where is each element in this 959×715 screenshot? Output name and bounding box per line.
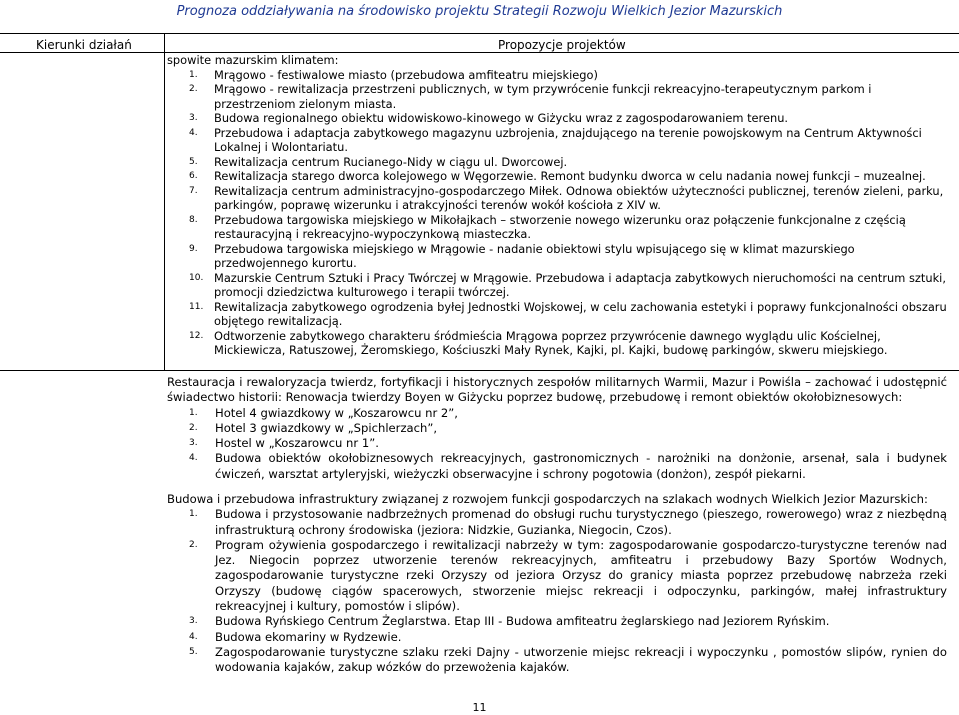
list-item [167, 329, 947, 358]
list-item-number: 2. [189, 84, 198, 94]
list-item [167, 436, 947, 451]
list-item-number: 4. [189, 453, 198, 464]
list-item-text: Rewitalizacja zabytkowego ogrodzenia byłej Jednostki Wojskowej, w celu zachowania estetyki i poprawy funkcjonalności obszaru objętego rewitalizacją. [214, 299, 947, 328]
list-item-text: Przebudowa targowiska miejskiego w Mrągowie - nadanie obiektowi stylu wpisującego się w klimat mazurskiego przedwojennego kurortu. [214, 241, 855, 270]
list-item-text: Rewitalizacja centrum Rucianego-Nidy w ciągu ul. Dworcowej. [214, 154, 568, 169]
list-item-number: 3. [189, 438, 198, 449]
list-item [167, 213, 947, 242]
list-item-text: Budowa ekomariny w Rydzewie. [215, 629, 402, 644]
list-item [167, 126, 947, 155]
list-item [167, 68, 947, 83]
proposals-list [167, 68, 947, 358]
section-water-infrastructure-list [167, 507, 947, 675]
list-item-text: Rewitalizacja centrum administracyjno-gospodarczego Miłek. Odnowa obiektów użyteczności publicznej, terenów zieleni, parku, parkingów, poprawę wizerunku i atrakcyjności terenów wokół kościoła z XIV w. [214, 183, 944, 212]
list-item-text: Mrągowo - festiwalowe miasto (przebudowa amfiteatru miejskiego) [214, 67, 598, 82]
section-water-infrastructure-intro: Budowa i przebudowa infrastruktury związanej z rozwojem funkcji gospodarczych na szlakach wodnych Wielkich Jezior Mazurskich: [167, 492, 928, 506]
list-item [167, 169, 947, 184]
list-item-text: Budowa i przystosowanie nadbrzeżnych promenad do obsługi ruchu turystycznego (pieszego, rowerowego) wraz z niezbędną infrastrukturą ochrony środowiska (jeziora: Nidzkie, Guzianka, Niegocin, Czos). [215, 507, 947, 537]
list-item-number: 3. [189, 616, 198, 627]
list-item [167, 451, 947, 482]
list-item-number: 6. [189, 171, 198, 181]
list-item-text: Budowa obiektów okołobiznesowych rekreacyjnych, gastronomicznych - narożniki na donżonie, arsenał, sala i budynek ćwiczeń, warsztat artyleryjski, wieżyczki obserwacyjne i schrony pogotowia (donżon), zespół piekarni. [215, 451, 947, 481]
list-item-text: Budowa Ryńskiego Centrum Żeglarstwa. Etap III - Budowa amfiteatru żeglarskiego nad Jeziorem Ryńskim. [215, 614, 830, 629]
list-item-number: 2. [189, 539, 198, 550]
list-item-number: 10. [189, 272, 204, 283]
page-number: 11 [472, 701, 487, 714]
project-proposals-cell [167, 53, 947, 358]
section-fortifications-intro: Restauracja i rewaloryzacja twierdz, fortyfikacji i historycznych zespołów militarnych Warmii, Mazur i Powiśla – zachować i udostępnić świadectwo historii: Renowacja twierdzy Boyen w Giżycku poprzez budowę, przebudowę i remont obiektów okołobiznesowych: [167, 375, 947, 405]
table-top-border [0, 33, 959, 34]
list-item-text: Program ożywienia gospodarczego i rewitalizacji nabrzeży w tym: zagospodarowanie gospodarczo-turystyczne terenów nad Jez. Niegocin poprzez utworzenie terenów rekreacyjnych, amfiteatru i przebudowy Bazy Sportów Wodnych, zagospodarowanie turystyczne rzeki Orzyszy od jeziora Orzysz do granicy miasta poprzez przebudowę nabrzeża rzeki Orzyszy (budowę ciągów spacerowych, stworzenie miejsc rekreacji i odpoczynku, parkingów, małej infrastruktury rekreacyjnej i kultury, pomostów i slipów). [215, 537, 947, 614]
list-item-number: 1. [189, 69, 198, 80]
list-item-text: Zagospodarowanie turystyczne szlaku rzeki Dajny - utworzenie miejsc rekreacji i wypoczynku , pomostów slipów, rynien do wodowania kajaków, zakup wózków do przewożenia kajaków. [215, 644, 947, 675]
list-item [167, 614, 947, 629]
list-item-number: 11. [189, 301, 204, 312]
list-item [167, 421, 947, 436]
list-item [167, 538, 947, 614]
list-item-text: Odtworzenie zabytkowego charakteru śródmieścia Mrągowa poprzez przywrócenie dawnego wyglądu ulic Kościelnej, Mickiewicza, Ratuszowej, Żeromskiego, Kościuszki Mały Rynek, Kajki, pl. Kajki, budowę parkingów, skweru miejskiego. [214, 328, 888, 357]
list-item [167, 184, 947, 213]
list-item-number: 1. [189, 509, 198, 520]
list-item-text: Budowa regionalnego obiektu widowiskowo-kinowego w Giżycku wraz z zagospodarowaniem terenu. [214, 111, 789, 125]
list-item-number: 8. [189, 214, 198, 225]
list-item [167, 507, 947, 538]
list-item-number: 2. [189, 422, 198, 433]
section-fortifications-list [167, 406, 947, 482]
section-water-infrastructure [167, 492, 947, 676]
list-item-number: 4. [189, 127, 198, 138]
list-item [167, 271, 947, 300]
list-item-number: 5. [189, 156, 198, 167]
table-column-divider [164, 33, 165, 371]
list-item-text: Hotel 3 gwiazdkowy w „Spichlerzach”, [215, 420, 438, 435]
list-item-text: Hotel 4 gwiazdkowy w „Koszarowcu nr 2”, [215, 405, 458, 420]
list-item-number: 1. [189, 407, 198, 418]
list-item [167, 111, 947, 126]
list-item [167, 406, 947, 421]
list-item [167, 82, 947, 111]
list-item-number: 12. [189, 330, 204, 341]
column-header-project-proposals: Propozycje projektów [498, 38, 626, 52]
list-item-number: 9. [189, 243, 198, 254]
column-header-directions: Kierunki działań [36, 38, 132, 52]
list-item-number: 4. [189, 631, 198, 642]
list-item [167, 155, 947, 170]
list-item-text: Mrągowo - rewitalizacja przestrzeni publicznych, w tym przywrócenie funkcji rekreacyjno-terapeutycznym parkom i przestrzeniom zielonym miasta. [214, 82, 872, 111]
proposals-intro: spowite mazurskim klimatem: [167, 53, 339, 67]
list-item-text: Rewitalizacja starego dworca kolejowego w Węgorzewie. Remont budynku dworca w celu nadania nowej funkcji – muzealnej. [214, 169, 926, 183]
list-item [167, 300, 947, 329]
list-item [167, 242, 947, 271]
list-item-number: 3. [189, 113, 198, 123]
section-fortifications [167, 375, 947, 482]
page-header-title: Prognoza oddziaływania na środowisko projektu Strategii Rozwoju Wielkich Jezior Mazurskich [176, 4, 783, 19]
list-item-text: Przebudowa i adaptacja zabytkowego magazynu uzbrojenia, znajdującego na terenie powojskowym na Centrum Aktywności Lokalnej i Wolontariatu. [214, 125, 922, 154]
list-item-text: Hostel w „Koszarowcu nr 1”. [215, 436, 379, 451]
list-item [167, 645, 947, 676]
table-bottom-border [0, 370, 959, 371]
list-item-text: Mazurskie Centrum Sztuki i Pracy Twórczej w Mrągowie. Przebudowa i adaptacja zabytkowych nieruchomości na centrum sztuki, promocji dziedzictwa kulturowego i terapii twórczej. [214, 270, 946, 299]
list-item-text: Przebudowa targowiska miejskiego w Mikołajkach – stworzenie nowego wizerunku oraz połączenie funkcjonalne z częścią restauracyjną i rekreacyjno-wypoczynkową miasteczka. [214, 212, 906, 241]
list-item [167, 630, 947, 645]
list-item-number: 7. [189, 185, 198, 196]
list-item-number: 5. [189, 646, 198, 657]
